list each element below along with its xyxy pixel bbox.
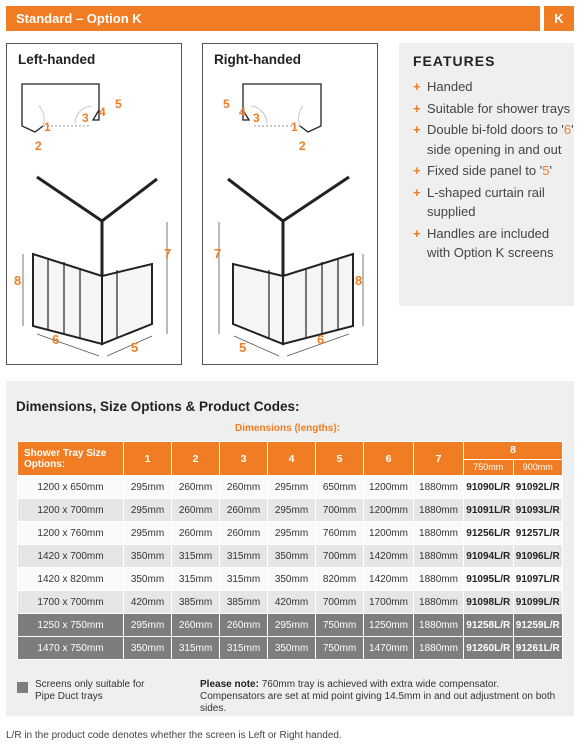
header-code-badge — [544, 6, 574, 31]
feature-highlight: 6 — [563, 122, 572, 137]
right-plan-label: 1 — [291, 120, 298, 134]
dimension-cell: 1200mm — [364, 499, 414, 522]
column-header: 5 — [316, 442, 364, 476]
column-header: 2 — [172, 442, 220, 476]
column-header: 7 — [414, 442, 464, 476]
right-door-panels — [233, 254, 353, 344]
right-plan-label: 4 — [239, 105, 246, 119]
right-handed-diagram — [203, 44, 379, 366]
dimension-cell: 350mm — [124, 637, 172, 660]
left-dim-label: 5 — [131, 340, 139, 355]
product-code-cell: 91095L/R — [464, 568, 514, 591]
plus-icon: + — [413, 163, 421, 178]
feature-item — [413, 99, 574, 119]
sub-header: 750mm — [464, 459, 514, 475]
left-door-panels — [33, 254, 152, 344]
dimensions-subtitle: Dimensions (lengths): — [235, 423, 341, 434]
dimension-cell: 1880mm — [414, 545, 464, 568]
table-row — [18, 499, 563, 522]
page-header — [6, 6, 540, 31]
product-code-cell: 91092L/R — [513, 476, 563, 499]
product-code-cell: 91099L/R — [513, 591, 563, 614]
dimension-cell: 260mm — [172, 499, 220, 522]
column-header: Shower Tray Size Options: — [18, 442, 124, 476]
dimension-cell: 700mm — [316, 545, 364, 568]
table-row — [18, 545, 563, 568]
feature-text: ' side opening in and out — [427, 122, 574, 157]
right-dim-label: 6 — [317, 332, 325, 347]
dimension-cell: 260mm — [172, 522, 220, 545]
dimension-cell: 295mm — [124, 522, 172, 545]
dimension-cell: 650mm — [316, 476, 364, 499]
product-code-cell: 91256L/R — [464, 522, 514, 545]
column-header: 8 — [510, 444, 516, 456]
dimension-cell: 1420mm — [364, 568, 414, 591]
features-title: FEATURES — [413, 53, 496, 69]
dimension-cell: 295mm — [268, 522, 316, 545]
plus-icon: + — [413, 225, 421, 241]
left-handed-panel — [6, 43, 182, 365]
dimension-cell: 1880mm — [414, 568, 464, 591]
tray-size-cell: 1470 x 750mm — [18, 637, 124, 660]
dimension-cell: 315mm — [172, 568, 220, 591]
dimension-cell: 1880mm — [414, 522, 464, 545]
table-row — [18, 637, 563, 660]
dimension-cell: 1700mm — [364, 591, 414, 614]
column-header: 4 — [268, 442, 316, 476]
dimension-cell: 295mm — [268, 614, 316, 637]
dimension-cell: 260mm — [220, 522, 268, 545]
dimension-cell: 315mm — [220, 568, 268, 591]
left-handed-diagram — [7, 44, 183, 366]
tray-size-cell: 1200 x 760mm — [18, 522, 124, 545]
table-row — [18, 591, 563, 614]
dimension-cell: 315mm — [220, 637, 268, 660]
feature-text: L-shaped curtain rail supplied — [427, 184, 545, 219]
dimension-cell: 350mm — [124, 568, 172, 591]
please-note — [200, 679, 566, 715]
dimension-cell: 385mm — [220, 591, 268, 614]
feature-text: Handed — [427, 79, 473, 94]
left-panel-title: Left-handed — [18, 52, 96, 67]
product-code-cell: 91091L/R — [464, 499, 514, 522]
dimension-cell: 260mm — [172, 476, 220, 499]
dimension-cell: 260mm — [220, 499, 268, 522]
dimension-cell: 1470mm — [364, 637, 414, 660]
dimension-cell: 750mm — [316, 637, 364, 660]
feature-text: ' — [549, 163, 552, 178]
dimensions-title: Dimensions, Size Options & Product Codes: — [16, 399, 300, 414]
note-label: Please note: — [200, 679, 259, 690]
product-code-cell: 91259L/R — [513, 614, 563, 637]
feature-text: Fixed side panel to ' — [427, 163, 543, 178]
feature-highlight: 5 — [542, 163, 550, 178]
tray-size-cell: 1200 x 700mm — [18, 499, 124, 522]
left-dim-label: 6 — [52, 332, 60, 347]
feature-text: Double bi-fold doors to ' — [427, 122, 564, 137]
dimension-cell: 1880mm — [414, 499, 464, 522]
product-code-cell: 91090L/R — [464, 476, 514, 499]
feature-item — [413, 77, 574, 97]
dimension-cell: 700mm — [316, 499, 364, 522]
left-plan-label: 2 — [35, 139, 42, 153]
table-body — [18, 476, 563, 660]
dimension-cell: 295mm — [268, 499, 316, 522]
tray-size-cell: 1420 x 700mm — [18, 545, 124, 568]
dimension-cell: 350mm — [268, 545, 316, 568]
left-plan-label: 3 — [82, 111, 89, 125]
product-code-cell: 91257L/R — [513, 522, 563, 545]
dimension-cell: 1420mm — [364, 545, 414, 568]
feature-item — [413, 183, 574, 222]
dimension-cell: 760mm — [316, 522, 364, 545]
dimension-cell: 260mm — [220, 476, 268, 499]
plus-icon: + — [413, 100, 421, 116]
product-code-cell: 91096L/R — [513, 545, 563, 568]
dimension-cell: 1200mm — [364, 522, 414, 545]
left-plan-labels — [35, 97, 122, 153]
left-plan-label: 1 — [44, 120, 51, 134]
tray-size-cell: 1420 x 820mm — [18, 568, 124, 591]
note-text: 760mm tray is achieved with extra wide compensator. Compensators are set at mid point giving 14.5mm in and out adjustment on both sides. — [200, 679, 556, 714]
column-header-8 — [464, 442, 563, 476]
table-row — [18, 568, 563, 591]
product-codes-table — [17, 441, 563, 660]
dimension-cell: 1250mm — [364, 614, 414, 637]
column-header: 3 — [220, 442, 268, 476]
dimension-cell: 260mm — [172, 614, 220, 637]
dimension-cell: 750mm — [316, 614, 364, 637]
dimension-cell: 260mm — [220, 614, 268, 637]
product-code-cell: 91261L/R — [513, 637, 563, 660]
pipe-duct-legend-swatch — [17, 682, 28, 693]
table-header-row — [18, 442, 563, 476]
feature-text: Handles are included with Option K screens — [427, 225, 554, 260]
dimension-cell: 420mm — [124, 591, 172, 614]
dimension-cell: 350mm — [268, 568, 316, 591]
dimension-cell: 315mm — [220, 545, 268, 568]
dimension-cell: 350mm — [124, 545, 172, 568]
product-code-cell: 91093L/R — [513, 499, 563, 522]
product-code-cell: 91097L/R — [513, 568, 563, 591]
dimension-cell: 315mm — [172, 637, 220, 660]
product-code-cell: 91094L/R — [464, 545, 514, 568]
plus-icon: + — [413, 184, 421, 200]
header-title: Standard – Option K — [16, 11, 142, 26]
right-plan-label: 5 — [223, 97, 230, 111]
feature-item — [413, 161, 574, 181]
left-plan-label: 4 — [99, 105, 106, 119]
dimension-cell: 1880mm — [414, 591, 464, 614]
plus-icon: + — [413, 122, 421, 137]
table-row — [18, 476, 563, 499]
table-row — [18, 614, 563, 637]
right-dim-label: 7 — [214, 246, 222, 261]
dimension-cell: 295mm — [124, 499, 172, 522]
right-plan-labels — [223, 97, 306, 153]
plus-icon: + — [413, 79, 421, 94]
product-code-cell: 91260L/R — [464, 637, 514, 660]
dimensions-section — [6, 381, 574, 716]
dimension-cell: 1880mm — [414, 614, 464, 637]
feature-item — [413, 224, 574, 263]
tray-size-cell: 1200 x 650mm — [18, 476, 124, 499]
tray-size-cell: 1250 x 750mm — [18, 614, 124, 637]
right-plan-label: 2 — [299, 139, 306, 153]
dimension-cell: 315mm — [172, 545, 220, 568]
column-header: 1 — [124, 442, 172, 476]
dimension-cell: 385mm — [172, 591, 220, 614]
header-code: K — [554, 11, 564, 26]
table-row — [18, 522, 563, 545]
left-dim-label: 8 — [14, 273, 22, 288]
left-dim-label: 7 — [164, 246, 172, 261]
dimension-cell: 1880mm — [414, 476, 464, 499]
tray-size-cell: 1700 x 700mm — [18, 591, 124, 614]
dimension-cell: 295mm — [268, 476, 316, 499]
footnote: L/R in the product code denotes whether the screen is Left or Right handed. — [6, 730, 342, 741]
feature-item — [413, 120, 574, 159]
feature-text: Suitable for shower trays — [427, 100, 571, 116]
dimension-cell: 295mm — [124, 476, 172, 499]
right-dim-label: 5 — [239, 340, 247, 355]
column-header: 6 — [364, 442, 414, 476]
dimension-cell: 350mm — [268, 637, 316, 660]
right-plan-label: 3 — [253, 111, 260, 125]
pipe-duct-legend-text: Screens only suitable for Pipe Duct trays — [35, 679, 145, 702]
right-panel-title: Right-handed — [214, 52, 301, 67]
product-code-cell: 91098L/R — [464, 591, 514, 614]
dimension-cell: 700mm — [316, 591, 364, 614]
dimension-cell: 1200mm — [364, 476, 414, 499]
dimension-cell: 1880mm — [414, 637, 464, 660]
dimension-cell: 820mm — [316, 568, 364, 591]
right-handed-panel — [202, 43, 378, 365]
product-code-cell: 91258L/R — [464, 614, 514, 637]
features-box — [399, 43, 574, 306]
right-dim-label: 8 — [355, 273, 363, 288]
sub-header: 900mm — [514, 459, 563, 475]
dimension-cell: 420mm — [268, 591, 316, 614]
left-plan-label: 5 — [115, 97, 122, 111]
dimension-cell: 295mm — [124, 614, 172, 637]
